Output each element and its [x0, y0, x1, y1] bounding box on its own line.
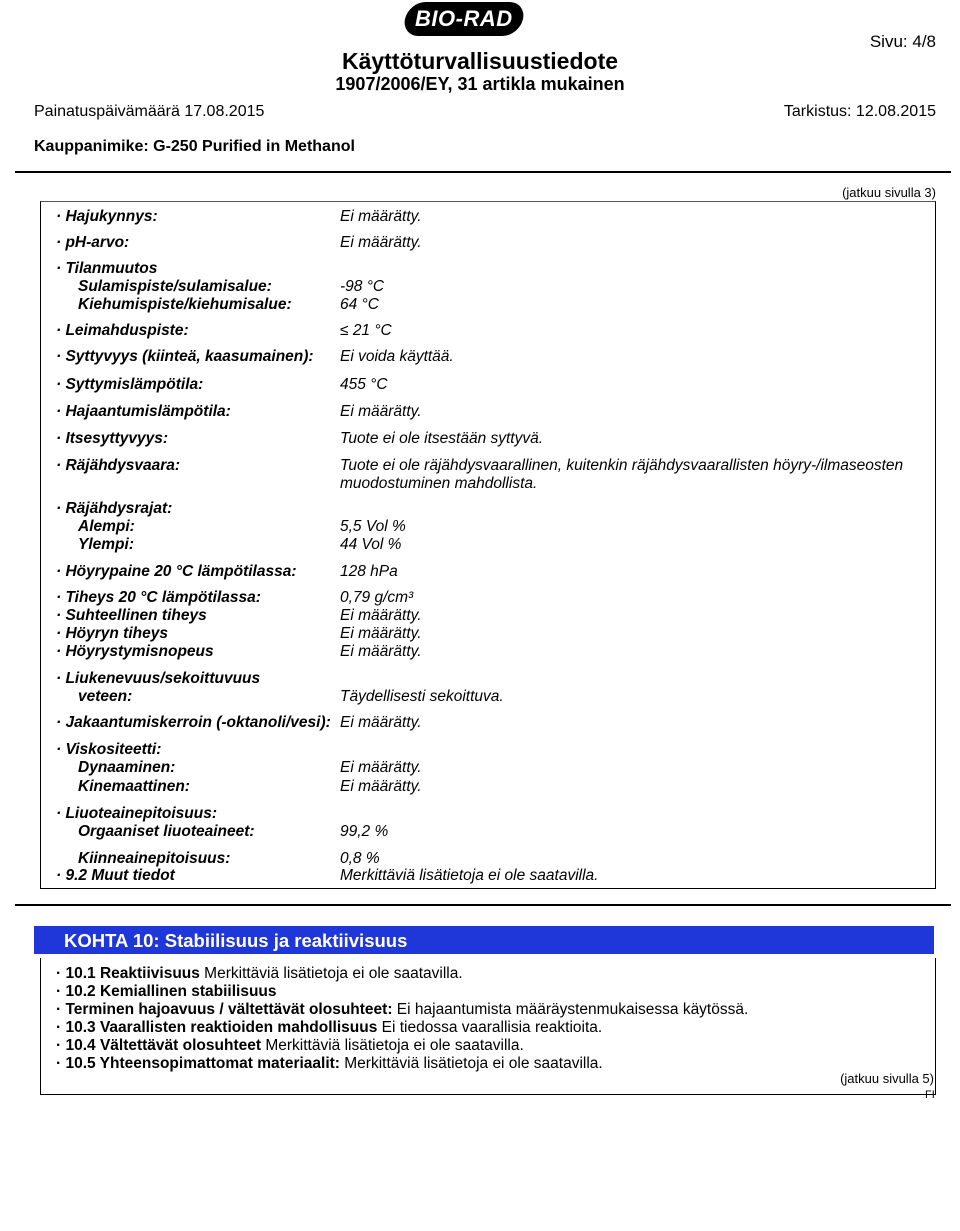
solubility-label: · Liukenevuus/sekoittuvuus — [56, 670, 261, 687]
page-number: Sivu: 4/8 — [869, 32, 936, 51]
odor-threshold-label: · Hajukynnys: — [56, 208, 158, 225]
dynamic-viscosity-label: Dynaaminen: — [78, 759, 176, 776]
other-info-label: · 9.2 Muut tiedot — [56, 867, 175, 884]
thermal-text: Ei hajaantumista määräystenmukaisessa käytössä. — [392, 1001, 749, 1018]
lower-limit-label: Alempi: — [78, 518, 135, 535]
partition-label: · Jakaantumiskerroin (-oktanoli/vesi): — [56, 714, 331, 731]
flash-point-label: · Leimahduspiste: — [56, 322, 189, 339]
melting-label: Sulamispiste/sulamisalue: — [78, 278, 272, 295]
explosion-hazard-value-2: muodostuminen mahdollista. — [340, 475, 538, 492]
reactivity-label: · 10.1 Reaktiivisuus — [56, 965, 200, 982]
state-change-label: · Tilanmuutos — [56, 260, 158, 277]
relative-density-value: Ei määrätty. — [340, 607, 422, 624]
thermal-line — [56, 1001, 748, 1019]
density-value: 0,79 g/cm³ — [340, 589, 414, 606]
kinematic-viscosity-label: Kinemaattinen: — [78, 778, 190, 795]
conditions-avoid-label: · 10.4 Vältettävät olosuhteet — [56, 1037, 262, 1054]
decomposition-temp-value: Ei määrätty. — [340, 403, 422, 420]
incompatible-line — [56, 1055, 603, 1073]
partition-value: Ei määrätty. — [340, 714, 422, 731]
organic-solvents-value: 99,2 % — [340, 823, 389, 840]
flash-point-value: ≤ 21 °C — [340, 322, 392, 339]
logo-text: BIO-RAD — [415, 6, 513, 31]
melting-value: -98 °C — [340, 278, 385, 295]
boiling-value: 64 °C — [340, 296, 379, 313]
water-value: Täydellisesti sekoittuva. — [340, 688, 504, 705]
ignition-temp-label: · Syttymislämpötila: — [56, 376, 204, 393]
lower-limit-value: 5,5 Vol % — [340, 518, 406, 535]
section-divider — [15, 904, 951, 906]
explosion-limits-label: · Räjähdysrajat: — [56, 500, 173, 517]
boiling-label: Kiehumispiste/kiehumisalue: — [78, 296, 292, 313]
solids-label: Kiinneainepitoisuus: — [78, 850, 231, 867]
hazardous-reactions-line — [56, 1019, 602, 1037]
other-info-value: Merkittäviä lisätietoja ei ole saatavilla. — [340, 867, 599, 884]
upper-limit-label: Ylempi: — [78, 536, 134, 553]
kinematic-viscosity-value: Ei määrätty. — [340, 778, 422, 795]
ignition-temp-value: 455 °C — [340, 376, 388, 393]
explosion-hazard-value-1: Tuote ei ole räjähdysvaarallinen, kuitenkin räjähdysvaarallisten höyry-/ilmaseosten — [340, 457, 904, 474]
relative-density-label: · Suhteellinen tiheys — [56, 607, 207, 624]
document-title: Käyttöturvallisuustiedote — [341, 48, 619, 74]
evaporation-rate-label: · Höyrystymisnopeus — [56, 643, 214, 660]
hazardous-reactions-label: · 10.3 Vaarallisten reaktioiden mahdollisuus — [56, 1019, 378, 1036]
odor-threshold-value: Ei määrätty. — [340, 208, 422, 225]
incompatible-text: Merkittäviä lisätietoja ei ole saatavilla. — [339, 1055, 603, 1072]
viscosity-label: · Viskositeetti: — [56, 741, 162, 758]
section-10-title: KOHTA 10: Stabiilisuus ja reaktiivisuus — [64, 930, 408, 951]
self-ignition-value: Tuote ei ole itsestään syttyvä. — [340, 430, 544, 447]
vapor-pressure-value: 128 hPa — [340, 563, 398, 580]
evaporation-rate-value: Ei määrätty. — [340, 643, 422, 660]
decomposition-temp-label: · Hajaantumislämpötila: — [56, 403, 231, 420]
continued-from: (jatkuu sivulla 3) — [842, 185, 936, 200]
conditions-avoid-text: Merkittäviä lisätietoja ei ole saatavilla. — [261, 1037, 524, 1054]
print-date: Painatuspäivämäärä 17.08.2015 — [34, 103, 265, 120]
dynamic-viscosity-value: Ei määrätty. — [340, 759, 422, 776]
ph-label: · pH-arvo: — [56, 234, 130, 251]
revision-date: Tarkistus: 12.08.2015 — [783, 103, 936, 120]
vapor-density-label: · Höyryn tiheys — [56, 625, 168, 642]
bio-rad-logo — [401, 2, 526, 36]
ph-value: Ei määrätty. — [340, 234, 422, 251]
conditions-avoid-line — [56, 1037, 524, 1055]
section-10-header — [34, 926, 934, 954]
incompatible-label: · 10.5 Yhteensopimattomat materiaalit: — [56, 1055, 340, 1072]
stability-line — [56, 983, 277, 1001]
hazardous-reactions-text: Ei tiedossa vaarallisia reaktioita. — [377, 1019, 603, 1036]
vapor-density-value: Ei määrätty. — [340, 625, 422, 642]
organic-solvents-label: Orgaaniset liuoteaineet: — [78, 823, 255, 840]
reactivity-line — [56, 965, 463, 983]
continued-to: (jatkuu sivulla 5) — [840, 1071, 934, 1086]
language-code: FI — [925, 1089, 935, 1101]
thermal-label: · Terminen hajoavuus / vältettävät olosuhteet: — [56, 1001, 393, 1018]
flammability-label: · Syttyvyys (kiinteä, kaasumainen): — [56, 348, 314, 365]
water-label: veteen: — [78, 688, 133, 705]
self-ignition-label: · Itsesyttyvyys: — [56, 430, 169, 447]
header-divider — [15, 171, 951, 173]
explosion-hazard-label: · Räjähdysvaara: — [56, 457, 181, 474]
solvent-content-label: · Liuoteainepitoisuus: — [56, 805, 218, 822]
reactivity-text: Merkittäviä lisätietoja ei ole saatavilla. — [199, 965, 463, 982]
product-name: Kauppanimike: G-250 Purified in Methanol — [34, 138, 355, 155]
stability-label: · 10.2 Kemiallinen stabiilisuus — [56, 983, 277, 1000]
density-label: · Tiheys 20 °C lämpötilassa: — [56, 589, 261, 606]
flammability-value: Ei voida käyttää. — [340, 348, 454, 365]
solids-value: 0,8 % — [340, 850, 380, 867]
document-subtitle: 1907/2006/EY, 31 artikla mukainen — [335, 74, 625, 94]
vapor-pressure-label: · Höyrypaine 20 °C lämpötilassa: — [56, 563, 297, 580]
upper-limit-value: 44 Vol % — [340, 536, 402, 553]
